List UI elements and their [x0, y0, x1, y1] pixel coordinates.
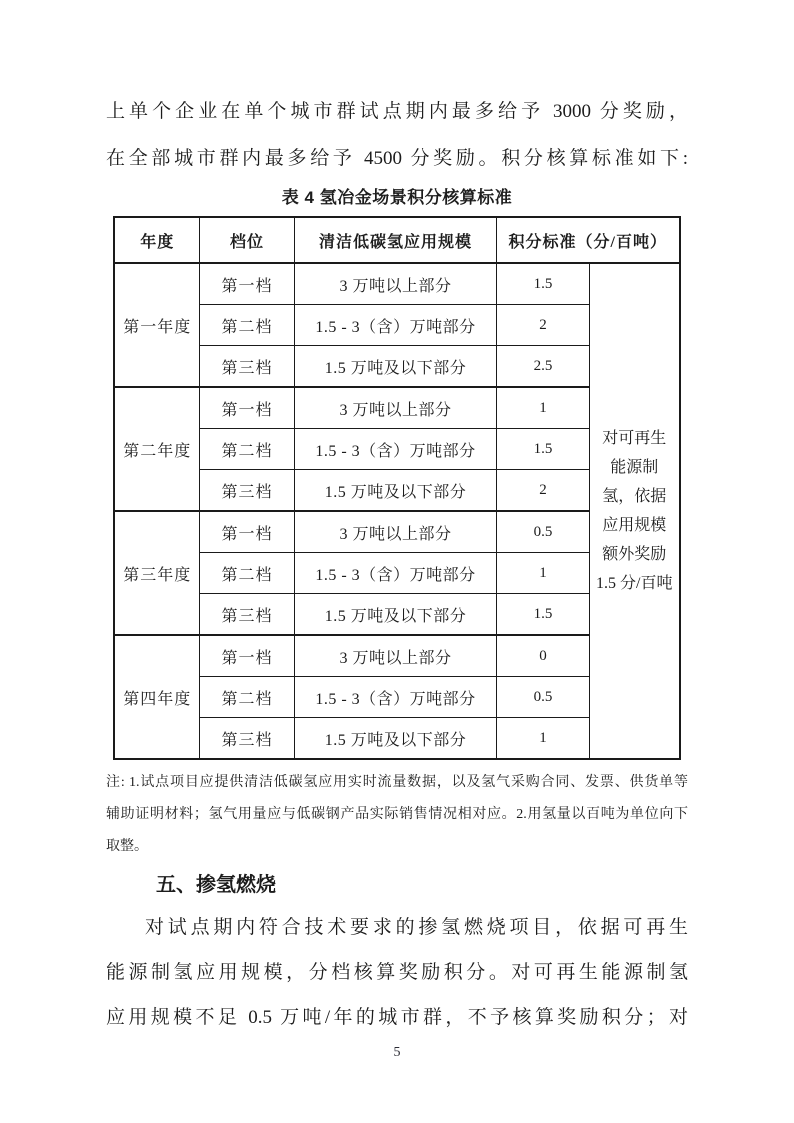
- score-cell: 1: [496, 387, 589, 429]
- intro-line-2: 在全部城市群内最多给予 4500 分奖励。积分核算标准如下:: [106, 148, 688, 169]
- scale-cell: 1.5 万吨及以下部分: [294, 346, 496, 388]
- body-line-1: 对试点期内符合技术要求的掺氢燃烧项目，依据可再生: [145, 917, 688, 938]
- table-header-row: [114, 217, 679, 263]
- year-cell: 第一年度: [114, 263, 199, 387]
- scale-cell: 1.5 - 3（含）万吨部分: [294, 677, 496, 718]
- tier-cell: 第二档: [199, 429, 294, 470]
- body-paragraph: [106, 905, 688, 1040]
- score-cell: 2: [496, 305, 589, 346]
- side-note-cell: 对可再生能源制氢，依据应用规模额外奖励 1.5 分/百吨: [589, 263, 679, 759]
- header-tier: 档位: [199, 217, 294, 263]
- tier-cell: 第二档: [199, 553, 294, 594]
- scale-cell: 3 万吨以上部分: [294, 635, 496, 677]
- year-cell: 第四年度: [114, 635, 199, 759]
- header-scale: 清洁低碳氢应用规模: [294, 217, 496, 263]
- intro-line-1: 上单个企业在单个城市群试点期内最多给予 3000 分奖励，: [106, 101, 688, 122]
- tier-cell: 第一档: [199, 635, 294, 677]
- intro-paragraph: [106, 88, 688, 182]
- tier-cell: 第二档: [199, 677, 294, 718]
- tier-cell: 第一档: [199, 263, 294, 305]
- score-cell: 2.5: [496, 346, 589, 388]
- tier-cell: 第一档: [199, 387, 294, 429]
- score-cell: 0: [496, 635, 589, 677]
- year-cell: 第二年度: [114, 387, 199, 511]
- page-number: 5: [393, 1045, 401, 1060]
- score-cell: 1: [496, 718, 589, 760]
- tier-cell: 第一档: [199, 511, 294, 553]
- score-cell: 0.5: [496, 511, 589, 553]
- scale-cell: 1.5 - 3（含）万吨部分: [294, 429, 496, 470]
- header-score: 积分标准（分/百吨）: [496, 217, 679, 263]
- table-row: [114, 263, 679, 305]
- tier-cell: 第二档: [199, 305, 294, 346]
- tier-cell: 第三档: [199, 594, 294, 636]
- year-cell: 第三年度: [114, 511, 199, 635]
- scale-cell: 3 万吨以上部分: [294, 511, 496, 553]
- scale-cell: 1.5 万吨及以下部分: [294, 470, 496, 512]
- scale-cell: 1.5 万吨及以下部分: [294, 594, 496, 636]
- score-cell: 1.5: [496, 429, 589, 470]
- score-cell: 1.5: [496, 263, 589, 305]
- body-line-3: 应用规模不足 0.5 万吨/年的城市群，不予核算奖励积分；对: [106, 1007, 688, 1028]
- section-heading: 五、掺氢燃烧: [156, 874, 276, 896]
- scale-cell: 1.5 - 3（含）万吨部分: [294, 305, 496, 346]
- scale-cell: 3 万吨以上部分: [294, 263, 496, 305]
- table-title: 表 4 氢冶金场景积分核算标准: [281, 188, 513, 207]
- score-cell: 0.5: [496, 677, 589, 718]
- scale-cell: 1.5 - 3（含）万吨部分: [294, 553, 496, 594]
- score-cell: 1.5: [496, 594, 589, 636]
- tier-cell: 第三档: [199, 470, 294, 512]
- scale-cell: 1.5 万吨及以下部分: [294, 718, 496, 760]
- scale-cell: 3 万吨以上部分: [294, 387, 496, 429]
- header-year: 年度: [114, 217, 199, 263]
- score-cell: 2: [496, 470, 589, 512]
- score-table: [113, 216, 680, 760]
- note-line-1: 注: 1.试点项目应提供清洁低碳氢应用实时流量数据，以及氢气采购合同、发票、供货单等: [106, 775, 688, 790]
- body-line-2: 能源制氢应用规模，分档核算奖励积分。对可再生能源制氢: [106, 962, 688, 983]
- note-line-3: 取整。: [106, 839, 148, 854]
- table-notes: [106, 767, 688, 863]
- note-line-2: 辅助证明材料；氢气用量应与低碳钢产品实际销售情况相对应。2.用氢量以百吨为单位向下: [106, 807, 688, 822]
- tier-cell: 第三档: [199, 718, 294, 760]
- tier-cell: 第三档: [199, 346, 294, 388]
- score-cell: 1: [496, 553, 589, 594]
